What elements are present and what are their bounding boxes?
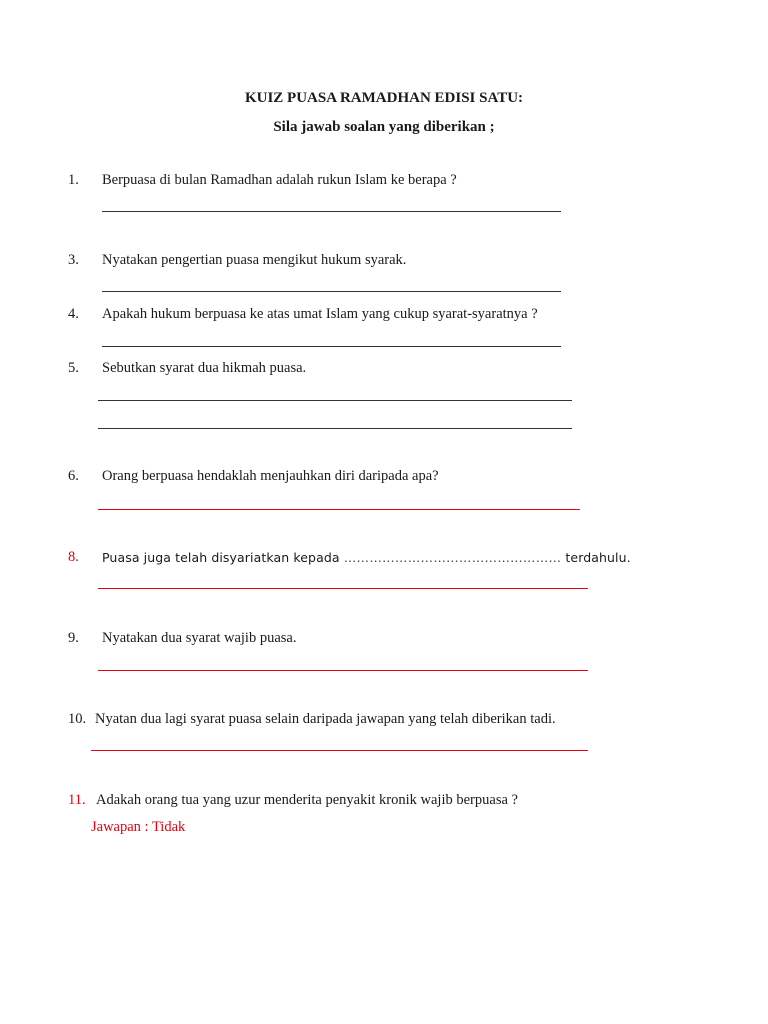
answer-line[interactable] [98, 509, 580, 510]
question-text: Nyatakan pengertian puasa mengikut hukum syarak. [102, 252, 407, 268]
question-number: 11. [68, 792, 86, 808]
question-number: 10. [68, 711, 87, 727]
question-number: 6. [68, 468, 79, 484]
answer-line[interactable] [98, 588, 588, 589]
question-text-before: Puasa juga telah disyariatkan kepada [102, 550, 340, 565]
question-text: Apakah hukum berpuasa ke atas umat Islam yang cukup syarat-syaratnya ? [102, 306, 538, 322]
question-number: 8. [68, 549, 79, 565]
question-number: 9. [68, 630, 79, 646]
quiz-title: KUIZ PUASA RAMADHAN EDISI SATU: [244, 90, 524, 106]
question-text: Berpuasa di bulan Ramadhan adalah rukun Islam ke berapa ? [102, 172, 457, 188]
question-text-after: terdahulu. [565, 550, 631, 565]
question-number: 1. [68, 172, 79, 188]
question-number: 4. [68, 306, 79, 322]
question-number: 5. [68, 360, 79, 376]
answer-line[interactable] [91, 750, 588, 751]
quiz-instruction: Sila jawab soalan yang diberikan ; [273, 119, 495, 135]
answer-text: Jawapan : Tidak [91, 819, 186, 835]
answer-line[interactable] [102, 346, 561, 347]
question-text: Nyatakan dua syarat wajib puasa. [102, 630, 297, 646]
question-text: Adakah orang tua yang uzur menderita penyakit kronik wajib berpuasa ? [96, 792, 518, 808]
question-text [102, 550, 631, 565]
question-text: Orang berpuasa hendaklah menjauhkan diri daripada apa? [102, 468, 439, 484]
answer-line[interactable] [102, 291, 561, 292]
question-text: Nyatan dua lagi syarat puasa selain daripada jawapan yang telah diberikan tadi. [95, 711, 556, 727]
fill-in-blank[interactable]: …………………………………………… [343, 550, 562, 565]
question-text: Sebutkan syarat dua hikmah puasa. [102, 360, 307, 376]
answer-line[interactable] [98, 400, 572, 401]
answer-line[interactable] [98, 670, 588, 671]
answer-line[interactable] [102, 211, 561, 212]
question-number: 3. [68, 252, 79, 268]
answer-line[interactable] [98, 428, 572, 429]
